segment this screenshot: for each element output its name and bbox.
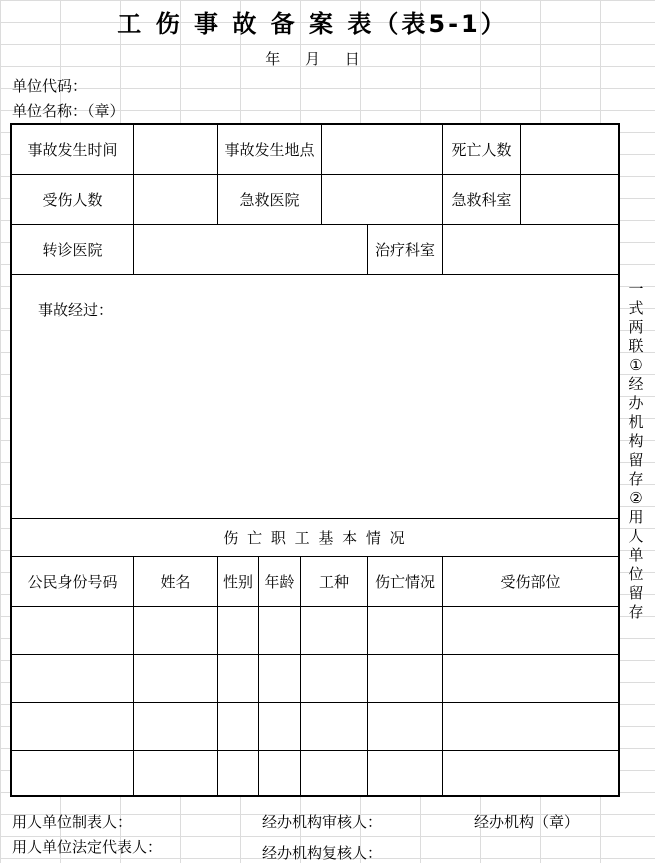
emergency-dept-field[interactable] [521,175,618,224]
emergency-dept-label: 急救科室 [451,191,512,209]
footer-agency-seal: 经办机构（章） [474,813,580,831]
unit-code-label: 单位代码： [12,77,88,95]
staff-row[interactable] [12,607,618,654]
footer-legal-rep: 用人单位法定代表人： [12,838,163,856]
col-age: 年龄 [264,573,295,591]
accident-time-field[interactable] [134,125,217,174]
footer-rechecker: 经办机构复核人： [262,844,383,862]
date-line: 年 月 日 [265,50,360,68]
staff-row[interactable] [12,703,618,750]
accident-place-field[interactable] [322,125,442,174]
footer-preparer: 用人单位制表人： [12,813,133,831]
staff-section-title: 伤 亡 职 工 基 本 情 况 [223,529,407,547]
deaths-label: 死亡人数 [451,141,512,159]
accident-time-label: 事故发生时间 [27,141,118,159]
accident-record-table [10,123,620,797]
deaths-field[interactable] [521,125,618,174]
injured-count-field[interactable] [134,175,217,224]
accident-process-field[interactable] [12,325,618,518]
form-title: 工 伤 事 故 备 案 表（表5-1） [117,10,508,38]
col-name: 姓名 [160,573,191,591]
col-job-type: 工种 [318,573,349,591]
footer-reviewer: 经办机构审核人： [262,813,383,831]
accident-place-label: 事故发生地点 [224,141,315,159]
col-gender: 性别 [222,573,253,591]
unit-name-label: 单位名称：（章） [12,102,125,120]
col-casualty-status: 伤亡情况 [374,573,435,591]
treatment-dept-label: 治疗科室 [374,241,435,259]
staff-row[interactable] [12,655,618,702]
side-note: 一式两联 ①经办机构留存②用人单位留存 [628,280,644,621]
transfer-hospital-field[interactable] [134,225,367,274]
injured-count-label: 受伤人数 [42,191,103,209]
transfer-hospital-label: 转诊医院 [42,241,103,259]
col-id-number: 公民身份号码 [27,573,118,591]
accident-process-label: 事故经过： [38,300,114,319]
col-injured-part: 受伤部位 [500,573,561,591]
emergency-hospital-label: 急救医院 [239,191,300,209]
emergency-hospital-field[interactable] [322,175,442,224]
staff-row[interactable] [12,751,618,797]
treatment-dept-field[interactable] [443,225,618,274]
